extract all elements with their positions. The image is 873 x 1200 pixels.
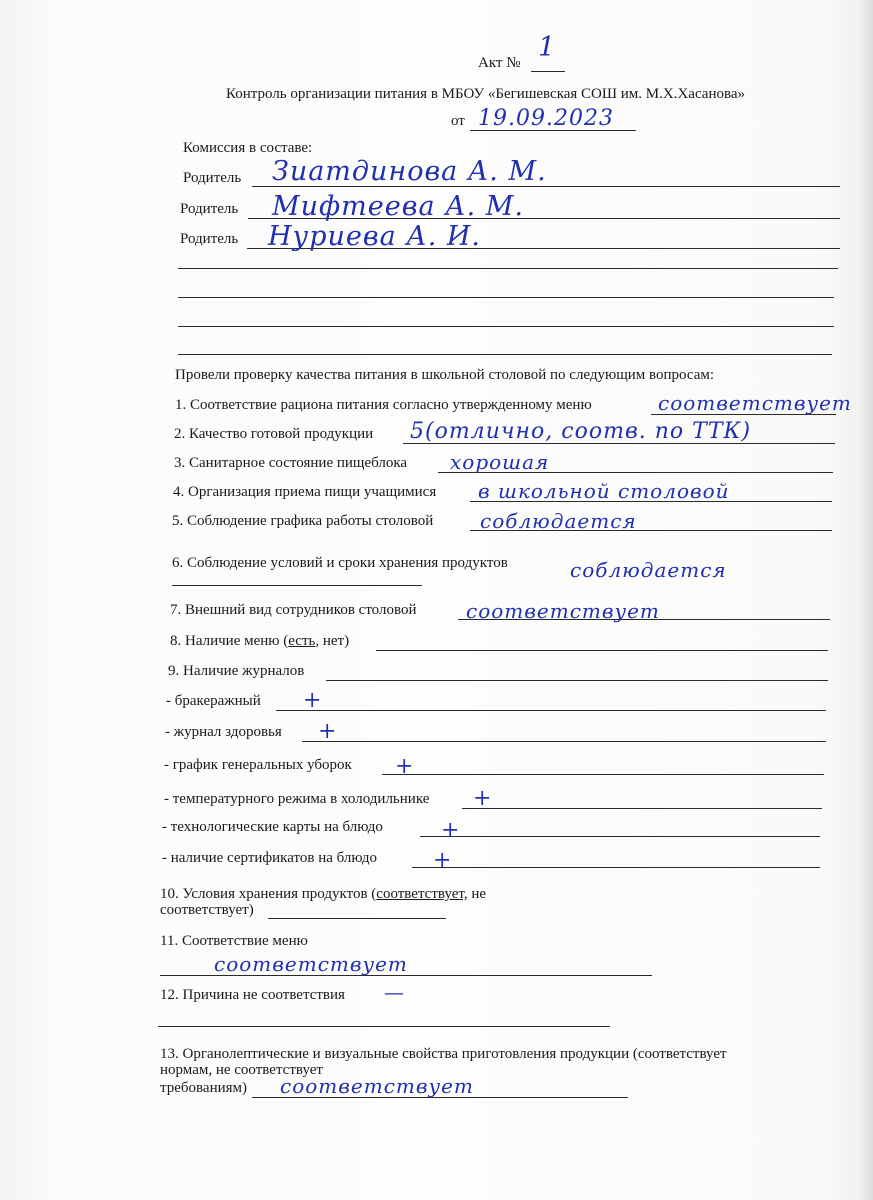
journal-4-mark: + [473, 786, 493, 811]
journal-6-line [412, 867, 820, 868]
journal-6-mark: + [433, 848, 453, 873]
q10-label-pre: 10. Условия хранения продуктов ( [160, 886, 377, 902]
document-title: Контроль организации питания в МБОУ «Бегишевская СОШ им. М.Х.Хасанова» [226, 86, 746, 102]
q2-answer-handwritten: 5(отлично, соотв. по ТТК) [410, 419, 752, 444]
journal-2-label: - журнал здоровья [165, 724, 282, 740]
blank-line-2 [178, 297, 834, 298]
q10-line [268, 918, 446, 919]
journal-5-line [420, 836, 820, 837]
q5-answer-handwritten: соблюдается [480, 509, 637, 533]
journal-2-line [302, 741, 826, 742]
journal-3-label: - график генеральных уборок [164, 757, 352, 773]
member-3-role: Родитель [180, 231, 239, 247]
q5-label: 5. Соблюдение графика работы столовой [172, 513, 434, 529]
date-handwritten: 19.09.2023 [478, 106, 614, 131]
q8-label [170, 632, 349, 650]
q11-label: 11. Соответствие меню [160, 933, 308, 949]
q8-option-yes-selected: есть [288, 633, 316, 649]
blank-line-3 [178, 326, 834, 327]
member-2-role: Родитель [180, 201, 239, 217]
journal-1-mark: + [303, 688, 323, 713]
q3-label: 3. Санитарное состояние пищеблока [174, 455, 408, 471]
member-1-role: Родитель [183, 170, 242, 186]
journal-5-mark: + [441, 818, 461, 843]
q8-label-post: , нет) [315, 633, 350, 649]
blank-line-1 [178, 268, 838, 269]
act-label: Акт № [478, 55, 521, 71]
q4-label: 4. Организация приема пищи учащимися [173, 484, 437, 500]
q1-answer-handwritten: соответствует [658, 391, 852, 415]
journal-5-label: - технологические карты на блюдо [162, 819, 383, 835]
journal-4-label: - температурного режима в холодильнике [164, 791, 430, 807]
q1-label: 1. Соответствие рациона питания согласно утвержденному меню [175, 397, 592, 413]
q10-label-line2: соответствует) [160, 902, 254, 918]
q12-label: 12. Причина не соответствия [160, 987, 345, 1003]
q6-answer-handwritten: соблюдается [570, 558, 727, 582]
journal-3-line [382, 774, 824, 775]
q10-option-yes-selected: соответствует, [376, 886, 468, 902]
q4-answer-handwritten: в школьной столовой [478, 479, 730, 503]
date-label: от [451, 113, 465, 129]
q12-answer-handwritten: — [384, 980, 405, 1004]
q8-label-pre: 8. Наличие меню ( [170, 633, 289, 649]
journal-4-line [462, 808, 822, 809]
q3-answer-handwritten: хорошая [450, 450, 550, 474]
journal-6-label: - наличие сертификатов на блюдо [162, 850, 377, 866]
journal-3-mark: + [395, 754, 415, 779]
commission-label: Комиссия в составе: [183, 140, 313, 156]
journal-1-label: - бракеражный [166, 693, 261, 709]
member-1-name-handwritten: Зиатдинова А. М. [272, 156, 547, 187]
q6-line [172, 585, 422, 586]
q8-line [376, 650, 828, 651]
blank-line-4 [178, 354, 832, 355]
q10-label-post: не [467, 886, 487, 902]
member-3-name-handwritten: Нуриева А. И. [268, 221, 481, 252]
journal-1-line [276, 710, 826, 711]
q12-line [158, 1026, 610, 1027]
inspection-intro: Провели проверку качества питания в школьной столовой по следующим вопросам: [175, 367, 715, 383]
journal-2-mark: + [318, 719, 338, 744]
q9-line [326, 680, 828, 681]
act-number-handwritten: 1 [538, 32, 557, 63]
q13-answer-handwritten: соответствует [280, 1074, 474, 1098]
act-number-line [531, 71, 565, 72]
scan-edge-shadow [859, 0, 873, 1200]
q11-answer-handwritten: соответствует [214, 952, 408, 976]
q13-label-line3: требованиям) [160, 1080, 248, 1096]
q7-answer-handwritten: соответствует [466, 599, 660, 623]
q13-label-line1: 13. Органолептические и визуальные свойства приготовления продукции (соответствует [160, 1046, 727, 1062]
q9-label: 9. Наличие журналов [168, 663, 305, 679]
q2-label: 2. Качество готовой продукции [174, 426, 374, 442]
q7-label: 7. Внешний вид сотрудников столовой [170, 602, 417, 618]
q6-label: 6. Соблюдение условий и сроки хранения продуктов [172, 555, 508, 571]
q13-label-line2: нормам, не соответствует [160, 1062, 323, 1078]
member-2-name-handwritten: Мифтеева А. М. [272, 191, 524, 222]
